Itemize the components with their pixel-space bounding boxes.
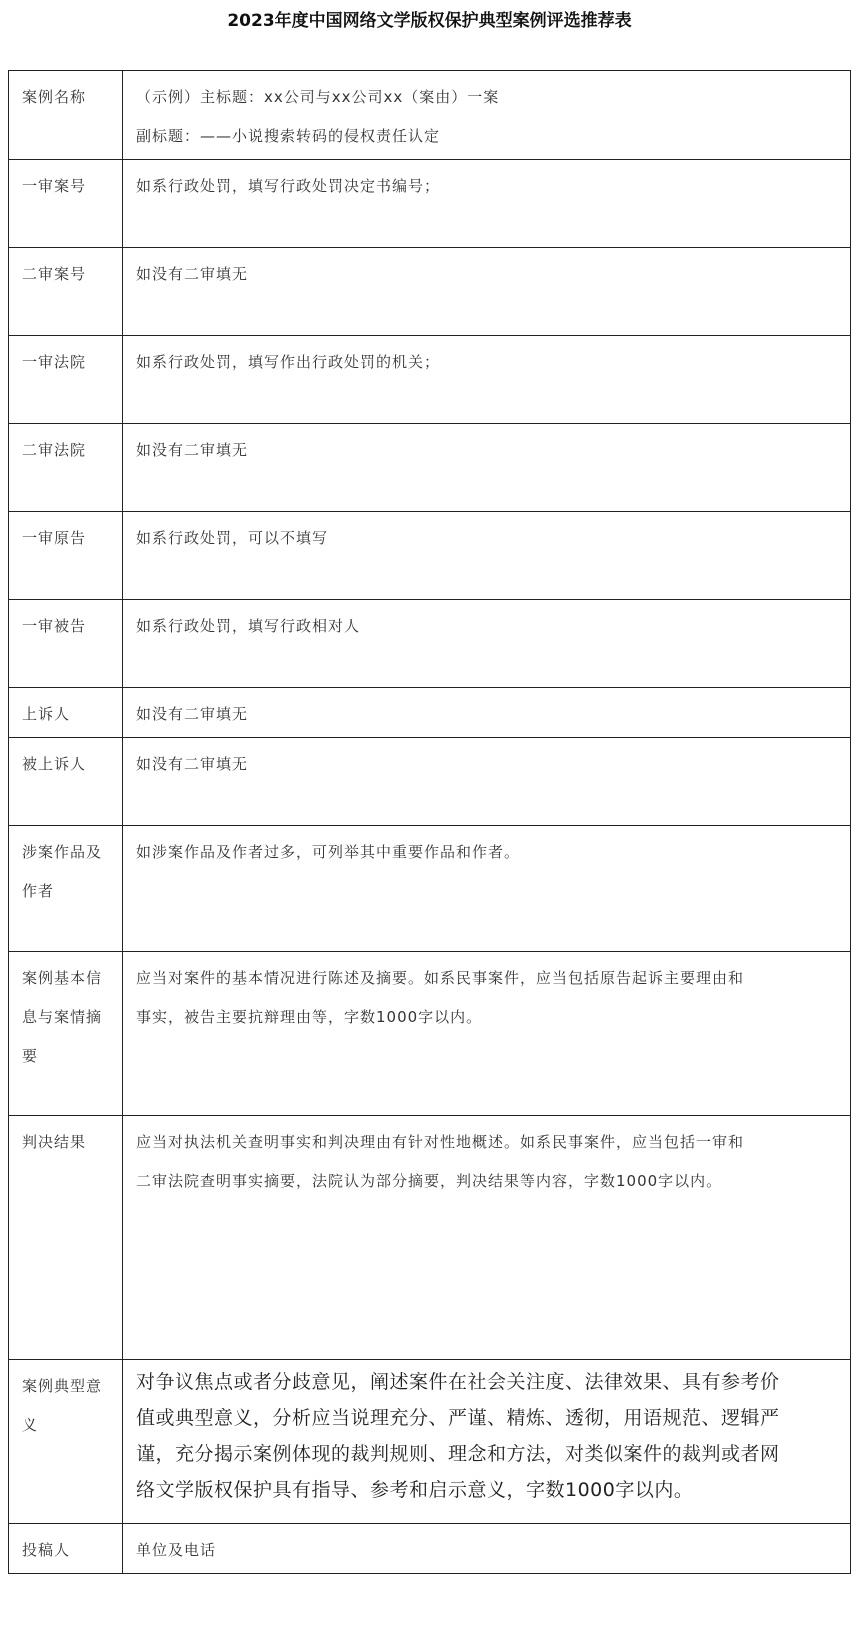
table-row — [9, 1360, 851, 1524]
row-value — [123, 1360, 851, 1524]
row-value — [123, 248, 851, 336]
value-line: 如涉案作品及作者过多，可列举其中重要作品和作者。 — [136, 843, 521, 861]
value-line: 应当对案件的基本情况进行陈述及摘要。如系民事案件，应当包括原告起诉主要理由和 — [136, 969, 745, 987]
row-value — [123, 424, 851, 512]
value-line: 如系行政处罚，填写作出行政处罚的机关； — [136, 353, 441, 371]
row-label: 一审法院 — [9, 336, 123, 424]
row-value — [123, 71, 851, 160]
row-label: 案例典型意义 — [9, 1360, 123, 1524]
recommendation-form-table — [8, 70, 851, 1574]
row-label: 上诉人 — [9, 688, 123, 738]
row-label: 二审案号 — [9, 248, 123, 336]
table-row — [9, 1116, 851, 1360]
row-label: 投稿人 — [9, 1524, 123, 1574]
table-row — [9, 160, 851, 248]
row-label: 一审原告 — [9, 512, 123, 600]
row-label: 案例基本信息与案情摘要 — [9, 952, 123, 1116]
row-value — [123, 826, 851, 952]
value-line: 如没有二审填无 — [136, 705, 249, 723]
row-value — [123, 952, 851, 1116]
row-value — [123, 688, 851, 738]
row-value — [123, 1116, 851, 1360]
value-line: 对争议焦点或者分歧意见，阐述案件在社会关注度、法律效果、具有参考价 — [136, 1371, 780, 1393]
row-label: 二审法院 — [9, 424, 123, 512]
value-line: 如没有二审填无 — [136, 265, 249, 283]
row-label: 案例名称 — [9, 71, 123, 160]
document-title: 2023年度中国网络文学版权保护典型案例评选推荐表 — [227, 11, 632, 31]
table-row — [9, 688, 851, 738]
value-line: 副标题：——小说搜索转码的侵权责任认定 — [136, 127, 441, 145]
row-value — [123, 738, 851, 826]
value-line: 如系行政处罚，可以不填写 — [136, 529, 329, 547]
table-row — [9, 424, 851, 512]
table-row — [9, 826, 851, 952]
row-value — [123, 1524, 851, 1574]
row-label: 判决结果 — [9, 1116, 123, 1360]
value-line: 值或典型意义，分析应当说理充分、严谨、精炼、透彻，用语规范、逻辑严 — [136, 1407, 780, 1429]
table-row — [9, 71, 851, 160]
row-label: 被上诉人 — [9, 738, 123, 826]
value-line: 如没有二审填无 — [136, 755, 249, 773]
value-line: （示例）主标题：xx公司与xx公司xx（案由）一案 — [136, 88, 500, 106]
row-value — [123, 512, 851, 600]
row-label: 一审案号 — [9, 160, 123, 248]
table-row — [9, 738, 851, 826]
row-label: 涉案作品及作者 — [9, 826, 123, 952]
value-line: 谨，充分揭示案例体现的裁判规则、理念和方法，对类似案件的裁判或者网 — [136, 1443, 780, 1465]
table-row — [9, 1524, 851, 1574]
value-line: 单位及电话 — [136, 1541, 217, 1559]
value-line: 应当对执法机关查明事实和判决理由有针对性地概述。如系民事案件，应当包括一审和 — [136, 1133, 745, 1151]
value-line: 如系行政处罚，填写行政相对人 — [136, 617, 361, 635]
value-line: 事实，被告主要抗辩理由等，字数1000字以内。 — [136, 1008, 483, 1026]
value-line: 二审法院查明事实摘要，法院认为部分摘要，判决结果等内容，字数1000字以内。 — [136, 1172, 723, 1190]
value-line: 如没有二审填无 — [136, 441, 249, 459]
value-line: 如系行政处罚，填写行政处罚决定书编号； — [136, 177, 441, 195]
row-label: 一审被告 — [9, 600, 123, 688]
row-value — [123, 336, 851, 424]
table-row — [9, 952, 851, 1116]
row-value — [123, 600, 851, 688]
table-row — [9, 512, 851, 600]
value-line: 络文学版权保护具有指导、参考和启示意义，字数1000字以内。 — [136, 1479, 694, 1501]
table-row — [9, 336, 851, 424]
table-row — [9, 600, 851, 688]
row-value — [123, 160, 851, 248]
table-row — [9, 248, 851, 336]
